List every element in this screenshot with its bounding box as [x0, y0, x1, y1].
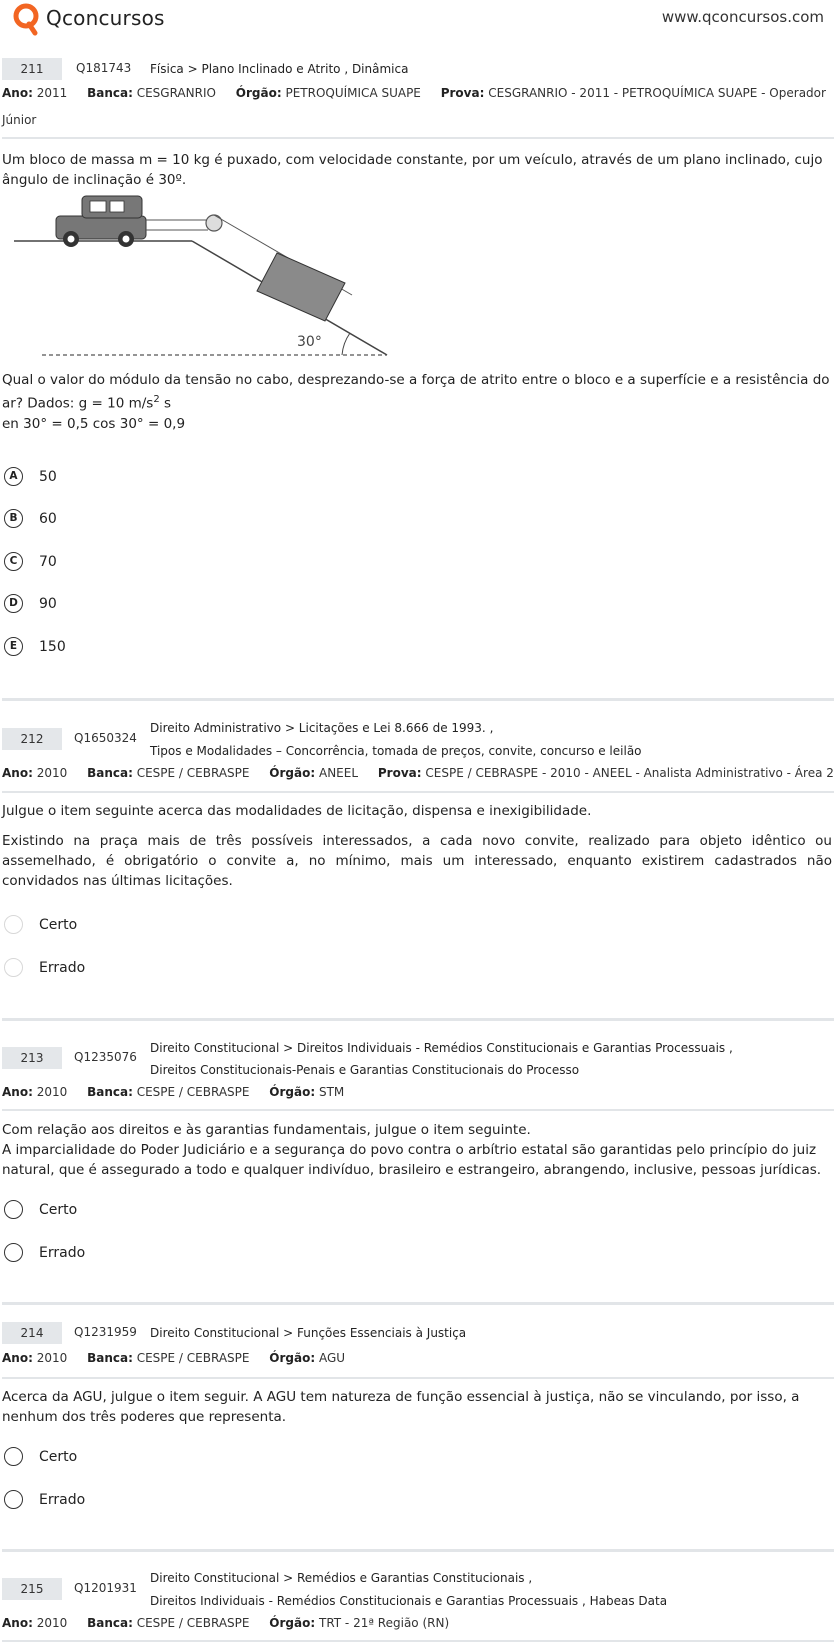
option-a[interactable]: [2, 466, 302, 488]
question-meta: Ano: 2011 Banca: CESGRANRIO Órgão: PETROQUÍMICA SUAPE Prova: CESGRANRIO - 2011 - PETROQUÍMICA SUAPE - Operador: [2, 86, 826, 100]
question-subject-line2[interactable]: Tipos e Modalidades – Concorrência, tomada de preços, convite, concurso e leilão: [150, 744, 642, 758]
question-separator: [2, 1549, 834, 1552]
question-id[interactable]: Q1650324: [74, 731, 137, 745]
meta-orgao: PETROQUÍMICA SUAPE: [285, 86, 421, 100]
question-subject-line2[interactable]: Direitos Individuais - Remédios Constitucionais e Garantias Processuais , Habeas Data: [150, 1594, 668, 1608]
option-text[interactable]: Errado: [39, 960, 86, 976]
meta-ano: 2010: [36, 1085, 68, 1099]
meta-ano: 2010: [36, 766, 68, 780]
meta-banca: CESGRANRIO: [136, 86, 216, 100]
meta-orgao: AGU: [318, 1351, 346, 1365]
question-separator: [2, 698, 834, 701]
meta-orgao: ANEEL: [318, 766, 359, 780]
question-number: 214: [2, 1322, 62, 1344]
radio-icon[interactable]: [4, 1447, 23, 1466]
question-statement: Acerca da AGU, julgue o item seguir. A AGU tem natureza de função essencial à justiça, não se vinculando, por isso, a nenhum dos três poderes que representa.: [2, 1389, 800, 1425]
option-text[interactable]: 90: [39, 596, 57, 612]
inclined-plane-figure: [12, 195, 407, 375]
meta-banca: CESPE / CEBRASPE: [136, 1085, 250, 1099]
question-meta: Ano: 2010 Banca: CESPE / CEBRASPE Órgão: AGU: [2, 1351, 346, 1365]
radio-icon[interactable]: [4, 915, 23, 934]
divider: [2, 137, 834, 139]
question-meta: Ano: 2010 Banca: CESPE / CEBRASPE Órgão: STM: [2, 1085, 345, 1099]
meta-prova: CESPE / CEBRASPE - 2010 - ANEEL - Analista Administrativo - Área 2: [425, 766, 834, 780]
option-text[interactable]: 150: [39, 639, 66, 655]
option-letter-icon[interactable]: A: [4, 467, 23, 486]
option-text[interactable]: Errado: [39, 1492, 86, 1508]
option-letter-icon[interactable]: C: [4, 552, 23, 571]
radio-icon[interactable]: [4, 1243, 23, 1262]
option-d[interactable]: [2, 593, 302, 615]
question-id[interactable]: Q181743: [76, 61, 132, 75]
option-c[interactable]: [2, 551, 302, 573]
question-subject[interactable]: Direito Administrativo > Licitações e Lei 8.666 de 1993. ,: [150, 721, 494, 735]
option-errado[interactable]: [2, 1489, 302, 1511]
question-number: 215: [2, 1578, 62, 1600]
site-url[interactable]: www.qconcursos.com: [661, 8, 824, 26]
brand-name[interactable]: Qconcursos: [46, 6, 165, 30]
divider: [2, 1640, 834, 1642]
option-letter-icon[interactable]: D: [4, 594, 23, 613]
option-letter-icon[interactable]: B: [4, 509, 23, 528]
meta-orgao: STM: [318, 1085, 345, 1099]
question-number: 212: [2, 728, 62, 750]
option-certo[interactable]: [2, 1446, 302, 1468]
qconcursos-logo-icon[interactable]: [12, 2, 40, 36]
radio-icon[interactable]: [4, 958, 23, 977]
option-text[interactable]: 50: [39, 469, 57, 485]
option-b[interactable]: [2, 508, 302, 530]
option-errado[interactable]: [2, 957, 302, 979]
meta-ano: 2010: [36, 1616, 68, 1630]
option-text[interactable]: 70: [39, 554, 57, 570]
angle-label: 30°: [297, 334, 322, 350]
option-certo[interactable]: [2, 914, 302, 936]
question-separator: [2, 1018, 834, 1021]
question-item: A imparcialidade do Poder Judiciário e a segurança do povo contra o arbítrio estatal são garantidas pelo princípio do juiz natural, que é assegurado a todo e qualquer indivíduo, brasileiro e estrangeiro, abrangendo, inclusive, pessoas jurídicas.: [2, 1142, 822, 1178]
question-number: 211: [2, 58, 62, 80]
option-certo[interactable]: [2, 1199, 302, 1221]
option-text[interactable]: Certo: [39, 1449, 78, 1465]
option-text[interactable]: Certo: [39, 917, 78, 933]
question-id[interactable]: Q1201931: [74, 1581, 137, 1595]
page-header: [0, 0, 836, 40]
divider: [2, 1377, 834, 1379]
option-errado[interactable]: [2, 1242, 302, 1264]
question-subject[interactable]: Direito Constitucional > Remédios e Garantias Constitucionais ,: [150, 1571, 533, 1585]
option-text[interactable]: Certo: [39, 1202, 78, 1218]
question-subject[interactable]: Física > Plano Inclinado e Atrito , Dinâmica: [150, 62, 409, 76]
question-separator: [2, 1302, 834, 1305]
meta-ano: 2011: [36, 86, 68, 100]
question-subject[interactable]: Direito Constitucional > Direitos Individuais - Remédios Constitucionais e Garantias Processuais ,: [150, 1041, 733, 1055]
question-item: Existindo na praça mais de três possíveis interessados, a cada novo convite, realizado para objeto idêntico ou assemelhado, é obrigatório o convite a, no mínimo, mais um interessado, enquanto existirem cadastrados não convidados nas últimas licitações.: [2, 833, 832, 889]
question-prompt: Qual o valor do módulo da tensão no cabo, desprezando-se a força de atrito entre o bloco e a superfície e a resistência do ar? Dados: g = 10 $m/s^2$ s en 30° = 0,5 cos 30° = 0,9: [2, 372, 830, 432]
divider: [2, 791, 834, 793]
radio-icon[interactable]: [4, 1490, 23, 1509]
question-statement: Com relação aos direitos e às garantias fundamentais, julgue o item seguinte.: [2, 1122, 531, 1138]
meta-ano: 2010: [36, 1351, 68, 1365]
option-e[interactable]: [2, 636, 302, 658]
meta-banca: CESPE / CEBRASPE: [136, 1616, 250, 1630]
divider: [2, 1109, 834, 1111]
meta-orgao: TRT - 21ª Região (RN): [318, 1616, 450, 1630]
option-text[interactable]: Errado: [39, 1245, 86, 1261]
question-statement: Julgue o item seguinte acerca das modalidades de licitação, dispensa e inexigibilidade.: [2, 803, 592, 819]
option-text[interactable]: 60: [39, 511, 57, 527]
option-letter-icon[interactable]: E: [4, 637, 23, 656]
meta-banca: CESPE / CEBRASPE: [136, 766, 250, 780]
radio-icon[interactable]: [4, 1200, 23, 1219]
question-number: 213: [2, 1047, 62, 1069]
question-meta: Ano: 2010 Banca: CESPE / CEBRASPE Órgão: ANEEL Prova: CESPE / CEBRASPE - 2010 - ANEEL - Analista Administrativo - Área 2: [2, 766, 834, 780]
question-statement: Um bloco de massa m = 10 kg é puxado, com velocidade constante, por um veículo, através de um plano inclinado, cujo ângulo de inclinação é 30º.: [2, 152, 823, 188]
question-subject-line2[interactable]: Direitos Constitucionais-Penais e Garantias Constitucionais do Processo: [150, 1063, 580, 1077]
question-id[interactable]: Q1235076: [74, 1050, 137, 1064]
question-subject[interactable]: Direito Constitucional > Funções Essenciais à Justiça: [150, 1326, 467, 1340]
question-meta: Ano: 2010 Banca: CESPE / CEBRASPE Órgão: TRT - 21ª Região (RN): [2, 1616, 450, 1630]
meta-banca: CESPE / CEBRASPE: [136, 1351, 250, 1365]
meta-prova-continued: Júnior: [2, 113, 37, 127]
meta-prova: CESGRANRIO - 2011 - PETROQUÍMICA SUAPE - Operador: [488, 86, 826, 100]
question-id[interactable]: Q1231959: [74, 1325, 137, 1339]
